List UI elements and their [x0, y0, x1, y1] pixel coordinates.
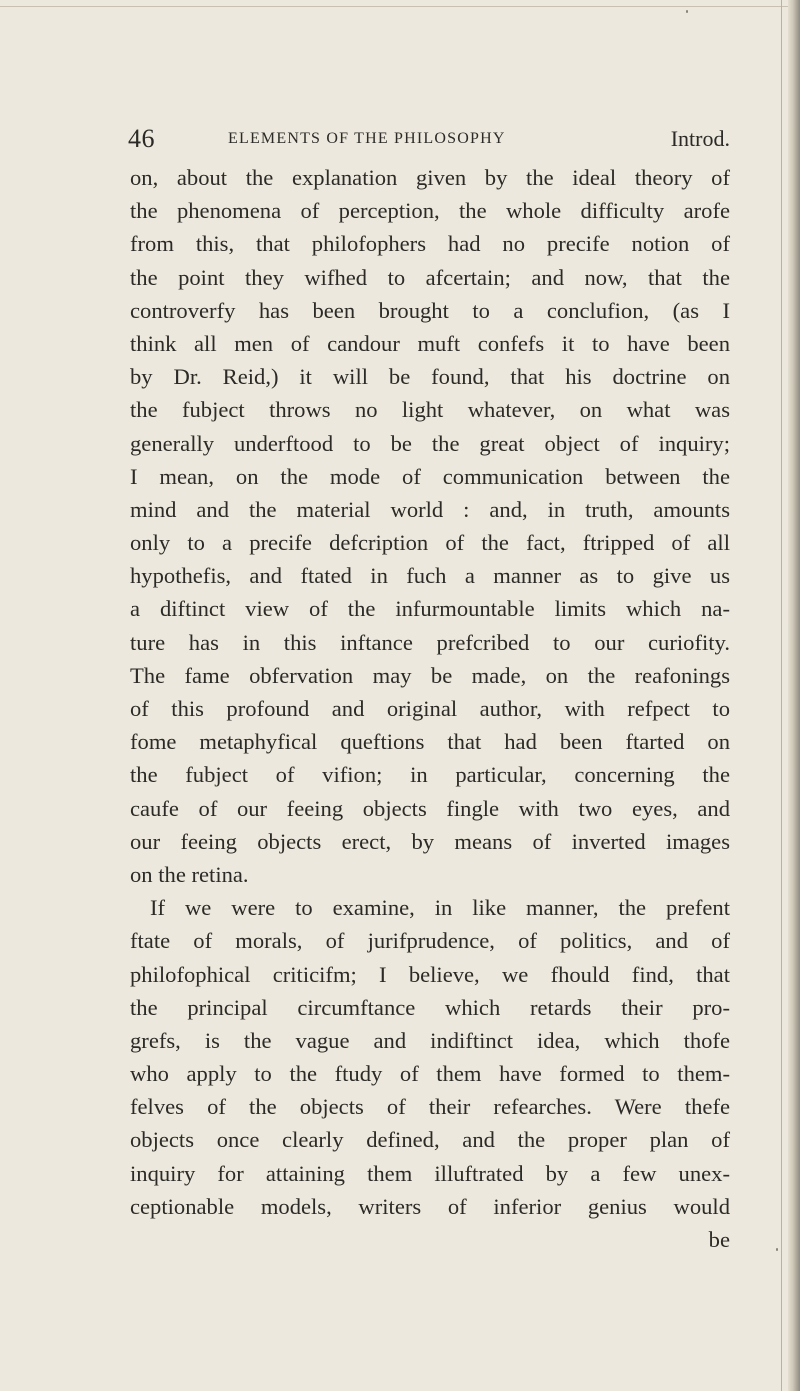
body-text: [130, 161, 730, 1256]
text-line: on the retina.: [130, 861, 249, 887]
text-line: on, about the explanation given by the ideal theory of: [130, 165, 730, 190]
text-line: The fame obfervation may be made, on the reafonings: [130, 662, 730, 688]
text-line: If we were to examine, in like manner, the prefent: [150, 895, 730, 921]
text-line: caufe of our feeing objects fingle with two eyes, and: [130, 795, 730, 821]
text-line: think all men of candour muft confefs it to have been: [130, 330, 730, 356]
running-head: [128, 124, 730, 154]
text-line: our feeing objects erect, by means of inverted images: [130, 828, 730, 854]
text-line: inquiry for attaining them illuftrated by a few unex-: [130, 1160, 730, 1186]
text-line: the point they wifhed to afcertain; and now, that the: [130, 264, 730, 290]
text-line: ftate of morals, of jurifprudence, of politics, and of: [130, 928, 730, 954]
text-line: hypothefis, and ftated in fuch a manner as to give us: [130, 563, 730, 589]
text-line: who apply to the ftudy of them have formed to them-: [130, 1061, 730, 1087]
text-line: the fubject of vifion; in particular, concerning the: [130, 762, 730, 788]
text-line: felves of the objects of their refearches. Were thefe: [130, 1094, 730, 1120]
text-line: fome metaphyfical queftions that had been ftarted on: [130, 729, 730, 755]
catchword: be: [708, 1227, 730, 1252]
text-line: I mean, on the mode of communication between the: [130, 463, 730, 489]
text-line: objects once clearly defined, and the proper plan of: [130, 1127, 730, 1153]
text-line: a diftinct view of the infurmountable limits which na-: [130, 596, 730, 622]
text-line: controverfy has been brought to a conclufion, (as I: [130, 297, 730, 323]
text-line: generally underftood to be the great object of inquiry;: [130, 430, 730, 456]
text-line: philofophical criticifm; I believe, we fhould find, that: [130, 961, 730, 987]
text-line: the phenomena of perception, the whole difficulty arofe: [130, 198, 730, 224]
text-line: the fubject throws no light whatever, on what was: [130, 397, 730, 423]
text-line: only to a precife defcription of the fact, ftripped of all: [130, 530, 730, 556]
page-number: 46: [128, 124, 155, 153]
text-line: ceptionable models, writers of inferior genius would: [130, 1193, 730, 1219]
text-line: ture has in this inftance prefcribed to our curiofity.: [130, 629, 730, 655]
page-gutter-line: [781, 0, 782, 1391]
text-line: by Dr. Reid,) it will be found, that his doctrine on: [130, 364, 730, 390]
text-line: mind and the material world : and, in truth, amounts: [130, 496, 730, 522]
top-edge-rule: [0, 6, 788, 7]
text-line: grefs, is the vague and indiftinct idea, which thofe: [130, 1027, 730, 1053]
running-title: ELEMENTS OF THE PHILOSOPHY: [228, 130, 506, 147]
text-line: the principal circumftance which retards their pro-: [130, 994, 730, 1020]
section-label: Introd.: [670, 126, 730, 151]
text-line: from this, that philofophers had no precife notion of: [130, 231, 730, 257]
text-line: of this profound and original author, with refpect to: [130, 696, 730, 721]
page-edge-shadow: [788, 0, 800, 1391]
paper-speck: [686, 10, 688, 13]
paper-speck: [776, 1248, 778, 1251]
